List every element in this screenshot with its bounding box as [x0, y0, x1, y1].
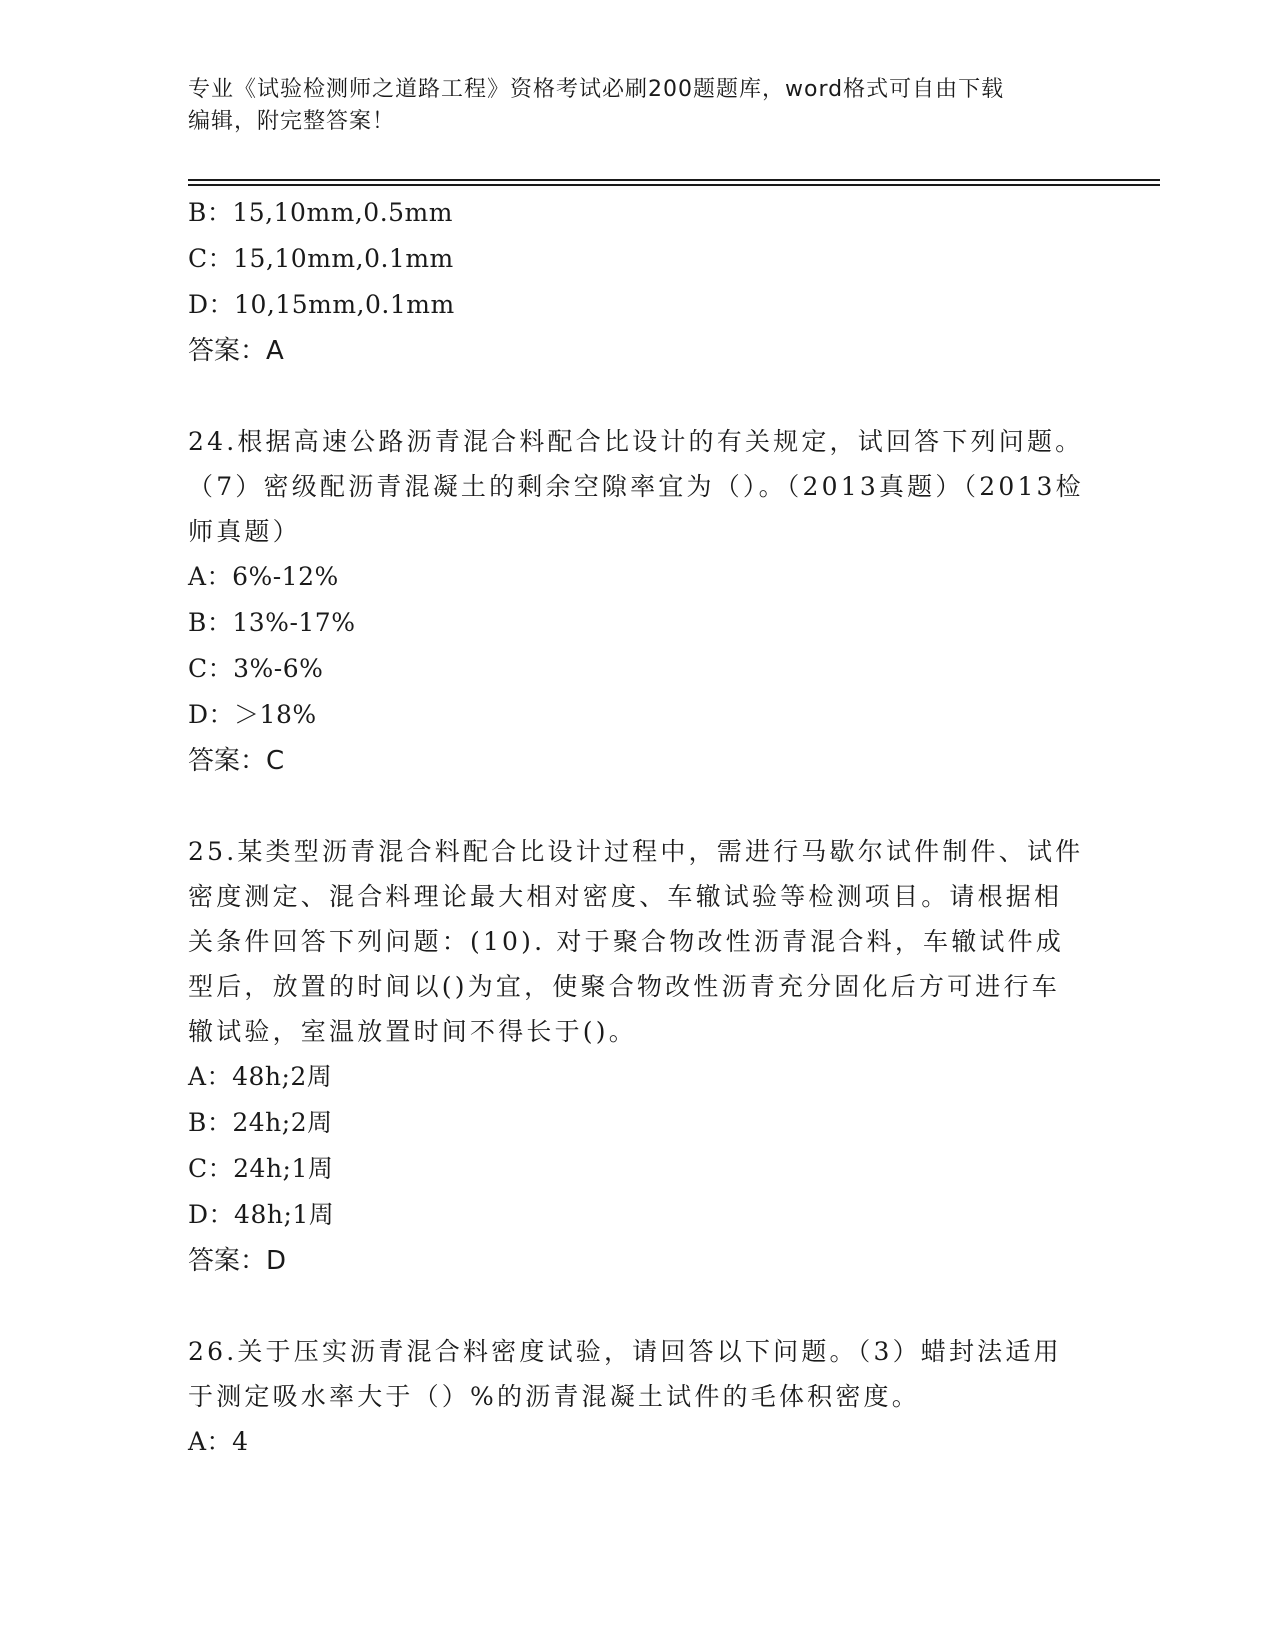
option-label: B：: [188, 198, 233, 227]
question-26: [188, 1329, 1088, 1465]
option-label: C：: [188, 654, 234, 683]
question-text: 25.某类型沥青混合料配合比设计过程中，需进行马歇尔试件制件、试件密度测定、混合料理论最大相对密度、车辙试验等检测项目。请根据相关条件回答下列问题：(10). 对于聚合物改性沥青混合料，车辙试件成型后，放置的时间以()为宜，使聚合物改性沥青充分固化后方可进行车辙试验，室温放置时间不得长于()。: [188, 837, 1084, 1046]
question-24: [188, 419, 1088, 784]
answer-label: 答案：: [188, 746, 267, 776]
option-text: 13%-17%: [232, 608, 356, 637]
option-text: 48h;2周: [232, 1062, 333, 1091]
option-label: A：: [188, 1427, 233, 1456]
answer-line: [188, 738, 1088, 784]
option-a: [188, 554, 1088, 600]
option-label: C：: [188, 244, 234, 273]
option-d: [188, 1192, 1088, 1238]
answer-line: [188, 328, 1088, 374]
question-text: 24.根据高速公路沥青混合料配合比设计的有关规定，试回答下列问题。（7）密级配沥青混凝土的剩余空隙率宜为（）。（2013真题）（2013检师真题）: [188, 427, 1084, 546]
header-divider-bottom: [188, 184, 1160, 186]
answer-line: [188, 1238, 1088, 1284]
option-a: [188, 1419, 1088, 1465]
option-text: 10,15mm,0.1mm: [234, 290, 455, 319]
option-text: 15,10mm,0.5mm: [232, 198, 453, 227]
answer-value: C: [266, 746, 285, 776]
option-b: [188, 1100, 1088, 1146]
option-text: 24h;2周: [232, 1108, 333, 1137]
option-d: [188, 282, 1088, 328]
option-b: [188, 190, 1088, 236]
header-divider-top: [188, 179, 1160, 181]
option-text: 4: [232, 1427, 249, 1456]
option-label: C：: [188, 1154, 234, 1183]
option-a: [188, 1054, 1088, 1100]
document-body: [188, 190, 1088, 1465]
option-b: [188, 600, 1088, 646]
header-line-2: 编辑，附完整答案！: [188, 109, 396, 134]
option-text: 6%-12%: [232, 562, 339, 591]
option-c: [188, 236, 1088, 282]
option-text: ＞18%: [234, 700, 317, 729]
option-text: 3%-6%: [233, 654, 324, 683]
option-label: D：: [188, 290, 235, 319]
page-header: [188, 74, 1108, 138]
question-23-continued: [188, 190, 1088, 374]
question-25: [188, 829, 1088, 1284]
option-label: A：: [188, 1062, 233, 1091]
answer-value: A: [266, 336, 284, 366]
answer-label: 答案：: [188, 1246, 267, 1276]
answer-label: 答案：: [188, 336, 267, 366]
option-label: D：: [188, 700, 235, 729]
option-text: 24h;1周: [233, 1154, 334, 1183]
option-c: [188, 646, 1088, 692]
option-label: B：: [188, 608, 233, 637]
option-label: B：: [188, 1108, 233, 1137]
option-c: [188, 1146, 1088, 1192]
option-text: 48h;1周: [234, 1200, 335, 1229]
question-text: 26.关于压实沥青混合料密度试验，请回答以下问题。（3）蜡封法适用于测定吸水率大于（）%的沥青混凝土试件的毛体积密度。: [188, 1337, 1062, 1411]
answer-value: D: [266, 1246, 287, 1276]
option-label: D：: [188, 1200, 235, 1229]
option-label: A：: [188, 562, 233, 591]
option-text: 15,10mm,0.1mm: [233, 244, 454, 273]
header-line-1: 专业《试验检测师之道路工程》资格考试必刷200题题库，word格式可自由下载: [188, 77, 1005, 102]
option-d: [188, 692, 1088, 738]
